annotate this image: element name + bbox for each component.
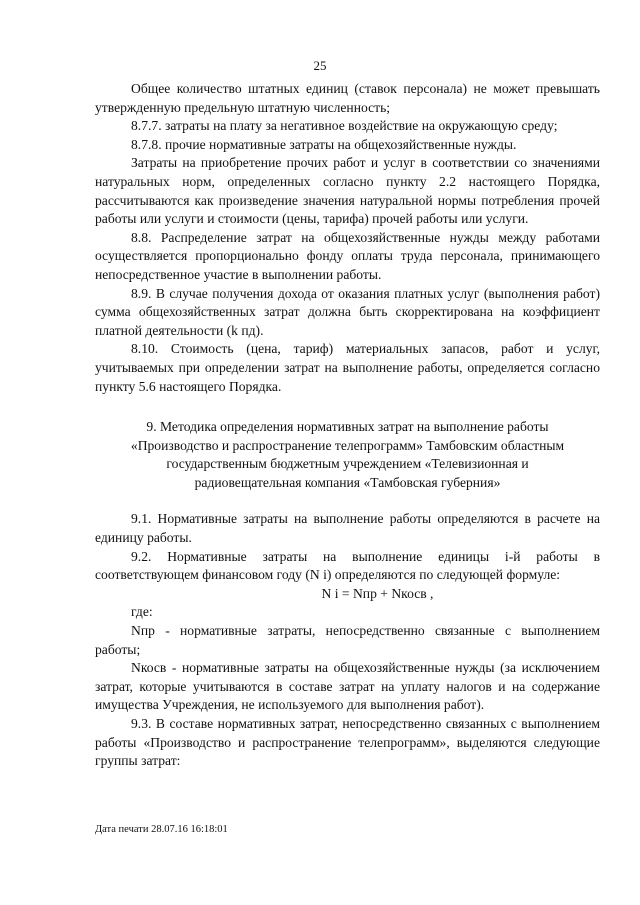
paragraph-other-works: Затраты на приобретение прочих работ и услуг в соответствии со значениями натуральных норм, определенных согласно пункту 2.2 настоящего Порядка, рассчитываются как произведение значения натуральной нормы потребления прочей работы или услуги и стоимости (цены, тарифа) прочей работы или услуги. (95, 155, 600, 227)
paragraph-8-7-7: 8.7.7. затраты на плату за негативное воздействие на окружающую среду; (131, 118, 558, 134)
section-title-line: 9. Методика определения нормативных затрат на выполнение работы (146, 419, 549, 435)
formula: N i = Nпр + Nкосв , (321, 585, 434, 601)
section-title-line: радиовещательная компания «Тамбовская губерния» (194, 474, 501, 490)
paragraph-8-9: 8.9. В случае получения дохода от оказания платных услуг (выполнения работ) сумма общехозяйственных затрат должна быть скорректирована на коэффициент платной деятельности (k пд). (95, 285, 600, 338)
paragraph-8-8: 8.8. Распределение затрат на общехозяйственные нужды между работами осуществляется пропорционально фонду оплаты труда персонала, принимающего непосредственное участие в выполнении работы. (95, 229, 600, 282)
paragraph-9-3: 9.3. В составе нормативных затрат, непосредственно связанных с выполнением работы «Производство и распространение телепрограмм», выделяются следующие группы затрат: (95, 716, 600, 769)
where-label: где: (131, 604, 153, 620)
definition-nkosv: Nкосв - нормативные затраты на общехозяйственные нужды (за исключением затрат, которые учитываются в составе затрат на уплату налогов и на содержание имущества Учреждения, не используемого для выполнения работ). (95, 660, 600, 713)
paragraph-9-2: 9.2. Нормативные затраты на выполнение единицы i-й работы в соответствующем финансовом году (N i) определяются по следующей формуле: (95, 548, 600, 583)
section-title-line: государственным бюджетным учреждением «Телевизионная и (166, 456, 529, 472)
paragraph-8-10: 8.10. Стоимость (цена, тариф) материальных запасов, работ и услуг, учитываемых при определении затрат на выполнение работы, определяется согласно пункту 5.6 настоящего Порядка. (95, 341, 600, 394)
section-title-line: «Производство и распространение телепрограмм» Тамбовским областным (130, 437, 565, 453)
document-body (95, 80, 600, 771)
paragraph-staff-count: Общее количество штатных единиц (ставок персонала) не может превышать утвержденную предельную штатную численность; (95, 81, 600, 115)
definition-npr: Nпр - нормативные затраты, непосредственно связанные с выполнением работы; (95, 623, 600, 657)
section-9-title (95, 396, 600, 510)
paragraph-8-7-8: 8.7.8. прочие нормативные затраты на общехозяйственные нужды. (131, 136, 517, 152)
print-date-footer: Дата печати 28.07.16 16:18:01 (95, 824, 228, 835)
page-number: 25 (313, 58, 327, 73)
paragraph-9-1: 9.1. Нормативные затраты на выполнение работы определяются в расчете на единицу работы. (95, 511, 600, 546)
